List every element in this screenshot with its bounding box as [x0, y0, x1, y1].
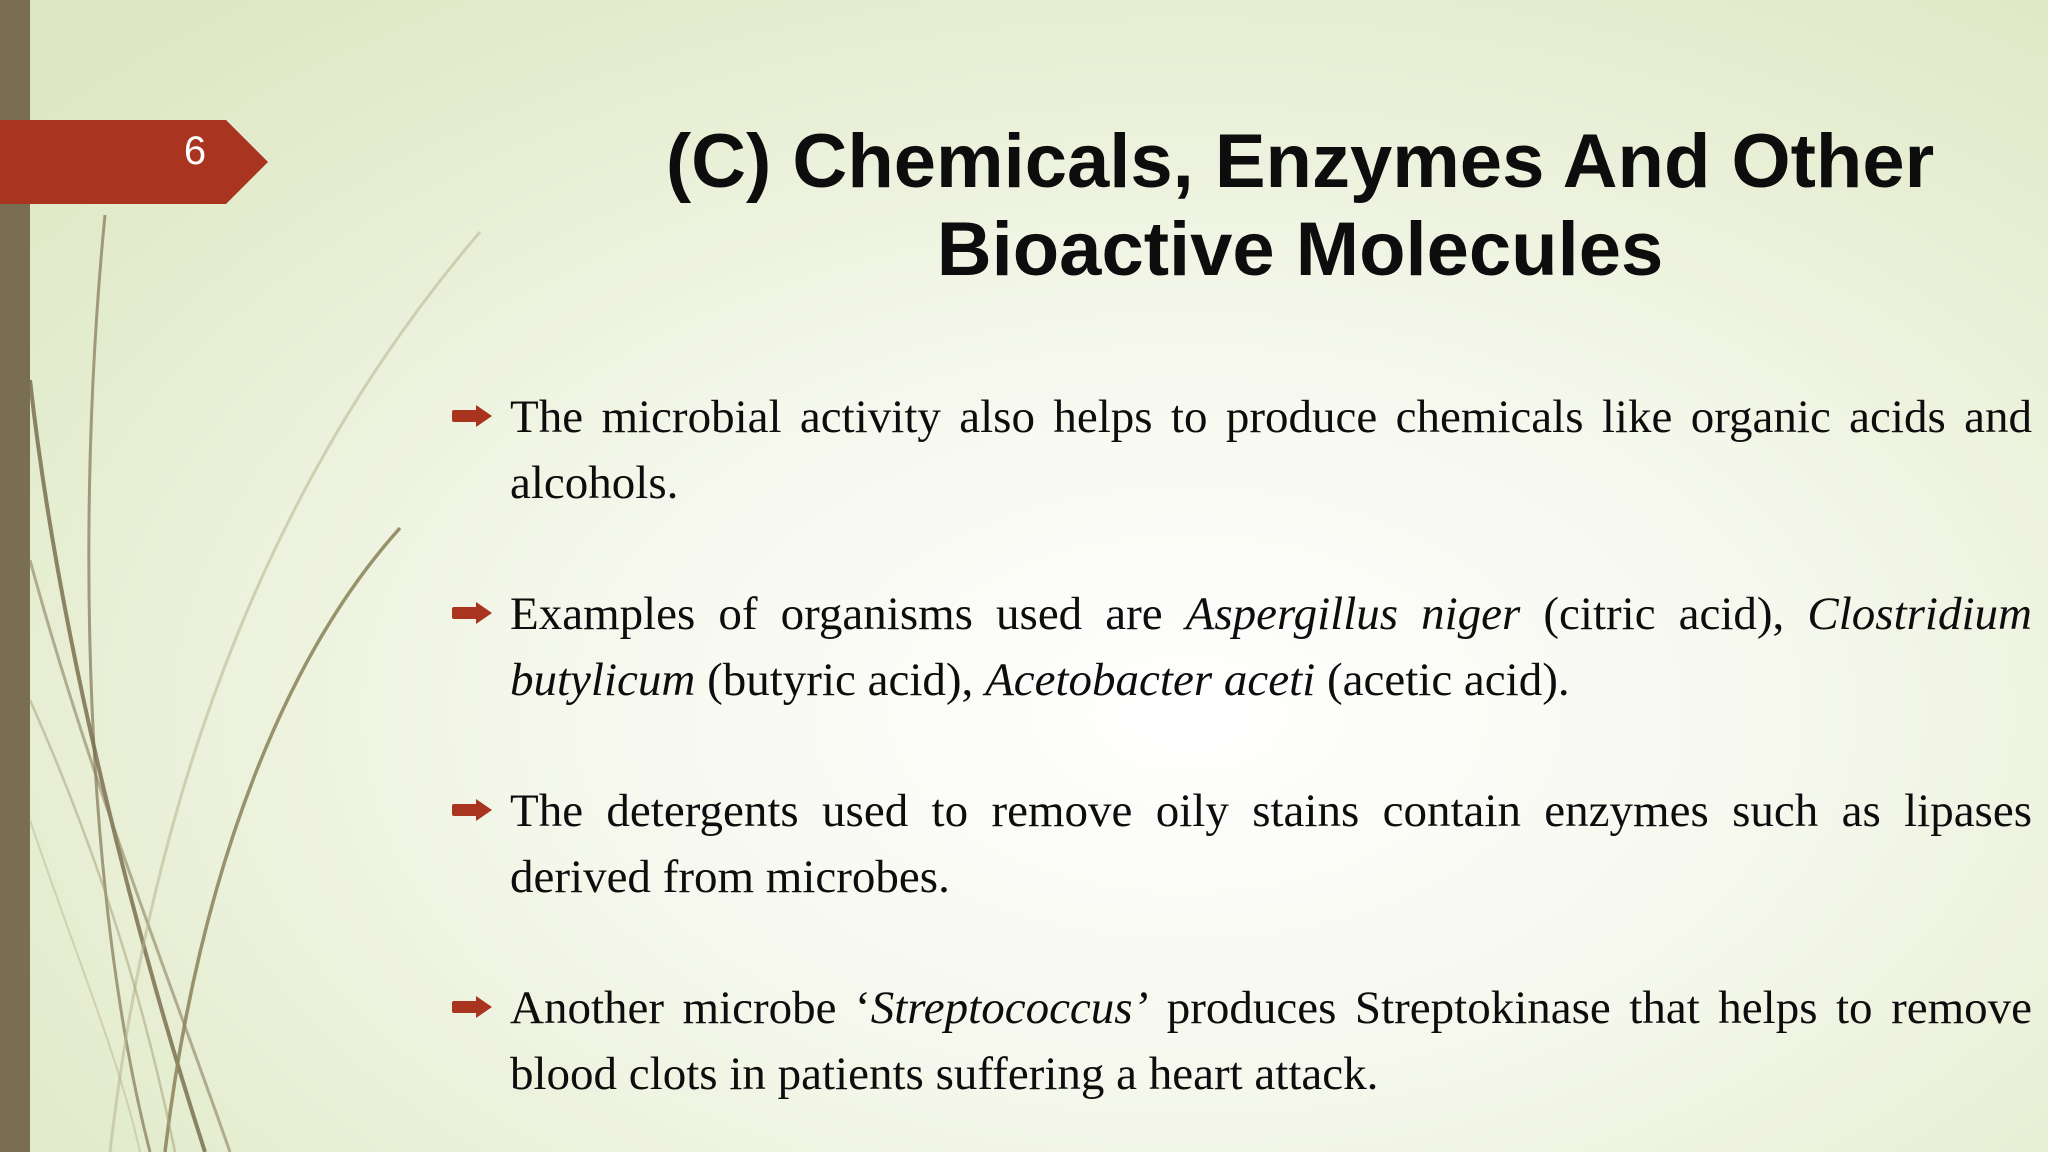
arrow-right-icon: [452, 601, 492, 625]
bullet-item: [452, 581, 2032, 713]
arrow-right-icon: [452, 798, 492, 822]
slide-title: [600, 118, 2000, 294]
italic-species-name: Streptococcus’: [870, 982, 1149, 1034]
italic-species-name: Aspergillus niger: [1185, 588, 1521, 640]
title-line-1: (C) Chemicals, Enzymes And Other: [665, 119, 1935, 204]
bullet-text-segment: The detergents used to remove oily stains contain enzymes such as lipases derived from microbes.: [510, 785, 2032, 903]
bullet-text: [510, 391, 2032, 509]
bullet-text-segment: Examples of organisms used are: [510, 588, 1186, 640]
bullet-text: [510, 785, 2032, 903]
bullet-item: [452, 778, 2032, 910]
bullet-list: [452, 384, 2032, 1152]
bullet-item: [452, 384, 2032, 516]
bullet-text: [510, 982, 2032, 1100]
italic-species-name: Acetobacter aceti: [985, 654, 1316, 706]
bullet-text-segment: The microbial activity also helps to produce chemicals like organic acids and alcohols.: [510, 391, 2032, 509]
slide-number: 6: [183, 129, 207, 173]
bullet-text-segment: (butyric acid),: [695, 654, 986, 706]
arrow-right-icon: [452, 404, 492, 428]
bullet-text-segment: Another microbe ‘: [510, 982, 871, 1034]
bullet-item: [452, 975, 2032, 1107]
arrow-right-icon: [452, 995, 492, 1019]
bullet-text: [510, 588, 2032, 706]
italic-species-name: Clostridium butylicum: [510, 588, 2032, 706]
bullet-text-segment: (acetic acid).: [1315, 654, 1570, 706]
title-line-2: Bioactive Molecules: [936, 207, 1664, 292]
bullet-text-segment: produces Streptokinase that helps to remove blood clots in patients suffering a heart attack.: [510, 982, 2032, 1100]
bullet-text-segment: (citric acid),: [1520, 588, 1808, 640]
